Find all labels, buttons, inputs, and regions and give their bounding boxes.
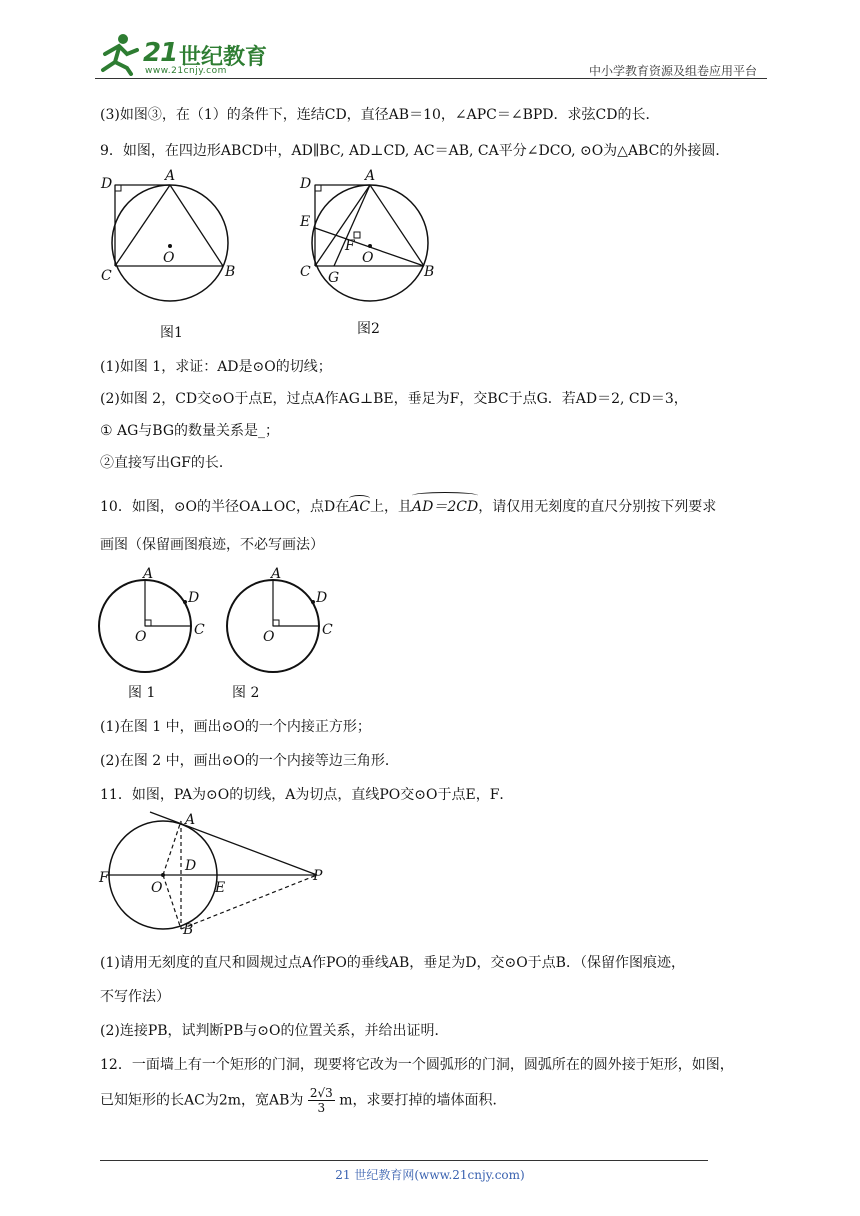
label-D: D [316,590,328,606]
q10-figure-2 [223,562,343,677]
q10-part2: (2)在图 2 中，画出⊙O的一个内接等边三角形． [100,753,399,769]
label-P: P [313,868,323,884]
q11-part2: (2)连接PB，试判断PB与⊙O的位置关系，并给出证明． [100,1023,449,1039]
label-A: A [165,168,176,184]
q12-numerator: 2√3 [309,1086,333,1100]
label-E: E [300,214,311,230]
label-O: O [163,250,175,266]
label-O: O [135,629,147,645]
q9-figure-1 [95,168,245,308]
label-C: C [322,622,333,638]
label-B: B [424,264,435,280]
q9-part1: (1)如图 1，求证：AD是⊙O的切线； [100,359,332,375]
q11-part1a: (1)请用无刻度的直尺和圆规过点A作PO的垂线AB，垂足为D，交⊙O于点B．（保留作图痕迹， [100,955,685,971]
q10-figure-1 [95,562,215,677]
q9-fig2-caption: 图2 [357,321,380,337]
label-D: D [101,176,113,192]
label-C: C [101,268,112,284]
q10-fig2-caption: 图 2 [232,685,260,701]
q10-arc-ac: AC [349,499,371,515]
label-A: A [365,168,376,184]
footer-text: 21 世纪教育网(www.21cnjy.com) [335,1168,525,1182]
q10-part1: (1)在图 1 中，画出⊙O的一个内接正方形； [100,719,371,735]
q12-fraction [308,1086,335,1115]
q9-stem: 9．如图，在四边形ABCD中，AD∥BC, AD⊥CD, AC＝AB, CA平分∠DCO, ⊙O为△ABC的外接圆． [100,143,730,159]
q12-text-b: 已知矩形的长AC为2m，宽AB为 [100,1092,304,1109]
q10-stem-d: 画图（保留画图痕迹，不必写画法） [100,537,324,553]
logo-runner-icon [95,30,141,76]
q12-stem-a: 12．一面墙上有一个矩形的门洞，现要将它改为一个圆弧形的门洞，圆弧所在的圆外接于矩形，如图， [100,1057,734,1073]
q10-fig1-caption: 图 1 [128,685,156,701]
label-C: C [194,622,205,638]
q10-stem-b: 上，且 [370,499,413,515]
q12-stem-b [100,1086,507,1115]
label-A: A [143,566,154,582]
label-D: D [300,176,312,192]
label-G: G [328,270,340,286]
q9-part2: (2)如图 2，CD交⊙O于点E，过点A作AG⊥BE，垂足为F，交BC于点G．若AD＝2, CD＝3， [100,391,688,407]
q10-arc-ad: AD＝2CD [412,496,478,516]
label-D: D [185,858,197,874]
label-O: O [362,250,374,266]
label-B: B [225,264,236,280]
q9-part2a: ① AG与BG的数量关系是_； [100,423,280,439]
q12-text-c: m，求要打掉的墙体面积． [339,1092,507,1109]
label-A: A [185,812,196,828]
q11-stem: 11．如图，PA为⊙O的切线，A为切点，直线PO交⊙O于点E，F． [100,787,514,803]
platform-name: 中小学教育资源及组卷应用平台 [588,64,757,78]
footer-divider [100,1160,708,1161]
logo-url: www.21cnjy.com [145,66,227,76]
q10-stem-c: ，请仅用无刻度的直尺分别按下列要求 [478,499,717,515]
label-O: O [263,629,275,645]
q8-part3: (3)如图③，在（1）的条件下，连结CD，直径AB＝10，∠APC＝∠BPD．求弦CD的长． [100,107,660,123]
logo-number: 21 [143,38,178,68]
label-B: B [183,922,194,938]
label-C: C [300,264,311,280]
q9-part2b: ②直接写出GF的长． [100,455,233,471]
q10-stem [100,496,716,516]
label-A: A [271,566,282,582]
logo-text: 世纪教育 [179,45,268,70]
q11-part1b: 不写作法） [100,989,170,1005]
label-E: E [215,880,226,896]
q9-fig1-caption: 图1 [160,325,183,341]
q10-stem-a: 10．如图，⊙O的半径OA⊥OC，点D在 [100,499,350,515]
label-F: F [345,238,355,254]
label-O: O [151,880,163,896]
q9-figure-2 [290,168,450,308]
page-header [95,30,765,78]
label-D: D [188,590,200,606]
q12-denominator: 3 [317,1101,326,1115]
q11-figure [95,808,335,940]
header-divider [95,78,767,79]
label-F: F [99,870,109,886]
